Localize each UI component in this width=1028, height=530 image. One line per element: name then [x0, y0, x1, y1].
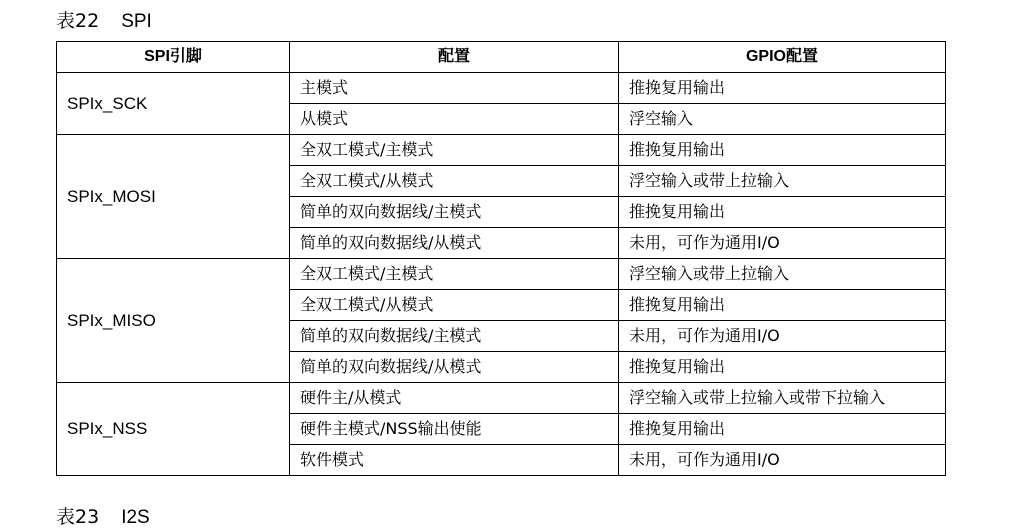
gpio-cell: 浮空输入或带上拉输入 — [619, 166, 946, 197]
config-cell: 主模式 — [290, 73, 619, 104]
gpio-cell: 浮空输入或带上拉输入 — [619, 259, 946, 290]
gpio-cell: 推挽复用输出 — [619, 73, 946, 104]
pin-cell-miso: SPIx_MISO — [57, 259, 290, 383]
config-cell: 硬件主/从模式 — [290, 383, 619, 414]
spi-pin-config-table — [56, 41, 946, 476]
table-row — [57, 259, 946, 290]
caption-number: 表22 — [56, 10, 100, 32]
pin-cell-nss: SPIx_NSS — [57, 383, 290, 476]
gpio-cell: 未用，可作为通用I/O — [619, 321, 946, 352]
config-cell: 简单的双向数据线/从模式 — [290, 352, 619, 383]
caption-number: 表23 — [56, 506, 100, 528]
pin-cell-mosi: SPIx_MOSI — [57, 135, 290, 259]
caption-title: SPI — [121, 11, 152, 32]
table-row — [57, 383, 946, 414]
gpio-cell: 推挽复用输出 — [619, 197, 946, 228]
header-spi-pin: SPI引脚 — [57, 42, 290, 73]
config-cell: 简单的双向数据线/从模式 — [290, 228, 619, 259]
header-config: 配置 — [290, 42, 619, 73]
config-cell: 简单的双向数据线/主模式 — [290, 321, 619, 352]
gpio-cell: 推挽复用输出 — [619, 352, 946, 383]
table-caption-i2s — [56, 505, 150, 530]
config-cell: 全双工模式/从模式 — [290, 166, 619, 197]
config-cell: 硬件主模式/NSS输出使能 — [290, 414, 619, 445]
gpio-cell: 浮空输入 — [619, 104, 946, 135]
gpio-cell: 推挽复用输出 — [619, 290, 946, 321]
gpio-cell: 推挽复用输出 — [619, 135, 946, 166]
config-cell: 全双工模式/主模式 — [290, 135, 619, 166]
table-row — [57, 135, 946, 166]
caption-title: I2S — [121, 507, 150, 528]
config-cell: 全双工模式/从模式 — [290, 290, 619, 321]
config-cell: 简单的双向数据线/主模式 — [290, 197, 619, 228]
config-cell: 从模式 — [290, 104, 619, 135]
gpio-cell: 推挽复用输出 — [619, 414, 946, 445]
config-cell: 软件模式 — [290, 445, 619, 476]
config-cell: 全双工模式/主模式 — [290, 259, 619, 290]
header-gpio-config: GPIO配置 — [619, 42, 946, 73]
gpio-cell: 未用，可作为通用I/O — [619, 445, 946, 476]
table-header-row — [57, 42, 946, 73]
gpio-cell: 未用，可作为通用I/O — [619, 228, 946, 259]
table-caption-spi — [56, 9, 152, 34]
pin-cell-sck: SPIx_SCK — [57, 73, 290, 135]
table-row — [57, 73, 946, 104]
gpio-cell: 浮空输入或带上拉输入或带下拉输入 — [619, 383, 946, 414]
